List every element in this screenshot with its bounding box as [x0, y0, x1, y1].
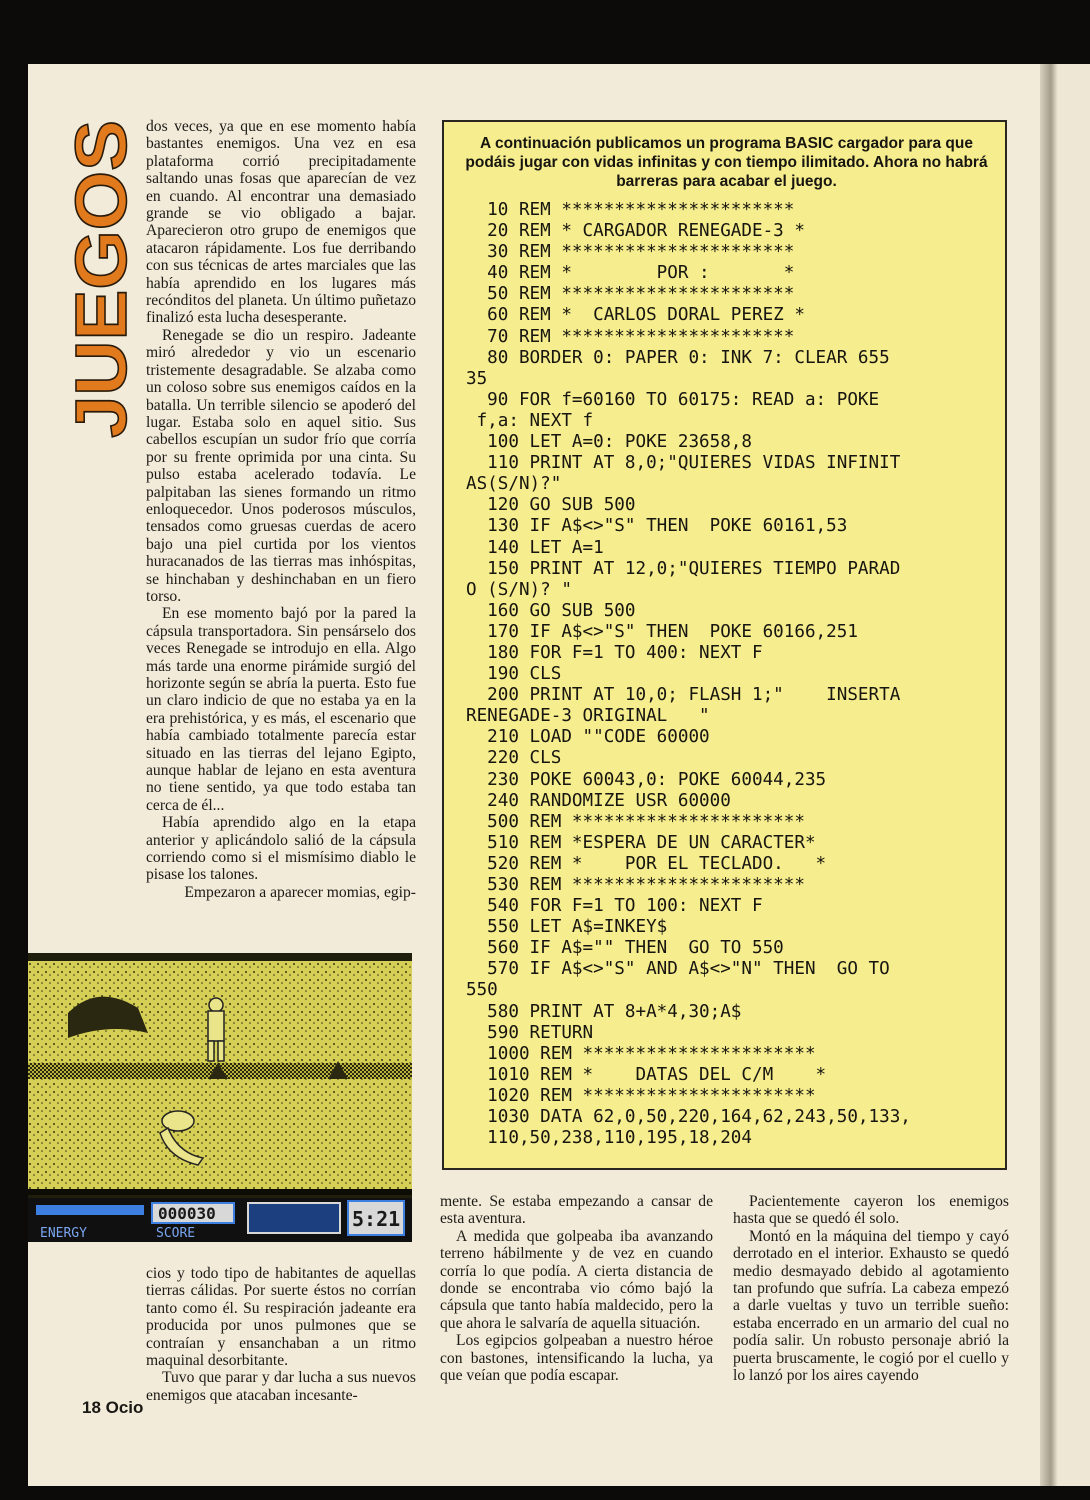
score-label: SCORE [156, 1226, 196, 1241]
energy-label: ENERGY [40, 1226, 87, 1241]
score-value: 000030 [158, 1204, 216, 1223]
paragraph: Había aprendido algo en la etapa anterior y aplicándolo salió de la cápsula corriendo como si el mismísimo diablo le pisase los talones. [146, 814, 416, 884]
basic-listing-box [442, 120, 1007, 1170]
article-column-3 [733, 1193, 1009, 1384]
paragraph: Empezaron a aparecer momias, egip- [184, 883, 416, 901]
article-column-1 [146, 118, 416, 901]
paragraph: cios y todo tipo de habitantes de aquellas tierras cálidas. Por suerte éstos no corrían tanto como él. Su respiración jadeante era producida por unos pulmones que se contraían y ensanchaban a un ritmo maquinal desorbitante. [146, 1265, 416, 1370]
paragraph: Pacientemente cayeron los enemigos hasta que se quedó él solo. [733, 1193, 1009, 1228]
facing-page-edge [1058, 64, 1090, 1486]
lives-panel [248, 1203, 340, 1233]
paragraph: Montó en la máquina del tiempo y cayó derrotado en el interior. Exhausto se quedó medio desmayado debido al agotamiento tan profundo que sufría. La cabeza empezó a darle vueltas y tuvo un terrible sueño: estaba encerrado en un armario del cual no podía salir. Un robusto personaje abrió la puerta bruscamente, le cogió por el cuello y lo lanzó por los aires cayendo [733, 1227, 1009, 1385]
article-column-1-continued [146, 1265, 416, 1404]
paragraph: A medida que golpeaba iba avanzando terreno hábilmente y de vez en cuando corría lo que podía. A cierta distancia de donde se encontraba vio cómo bajó la cápsula que tanto había maldecido, pero la que ahora le salvaría de aquella situación. [440, 1227, 713, 1332]
paragraph: dos veces, ya que en ese momento había bastantes enemigos. Una vez en esa plataforma corrió precipitadamente saltando unas fosas que aparecían de vez en cuando. Al encontrar una demasiado grande se vio obligado a bajar. Aparecieron otro grupo de enemigos que atacaron rápidamente. Los fue derribando con sus técnicas de artes marciales que las había aprendido en los lugares más recónditos del planeta. Un último puñetazo finalizó esta lucha desesperante. [146, 118, 416, 327]
energy-bar [36, 1205, 144, 1215]
timer-value: 5:21 [352, 1207, 401, 1231]
section-title [62, 112, 142, 442]
game-screenshot [28, 953, 412, 1242]
page-gutter [1040, 64, 1058, 1486]
page-footer: 18 Ocio [82, 1398, 144, 1417]
paragraph: Los egipcios golpeaban a nuestro héroe con bastones, intensificando la lucha, ya que veían que podía escapar. [440, 1332, 713, 1385]
article-column-2 [440, 1193, 713, 1384]
cave-floor [28, 1079, 412, 1189]
paragraph: Tuvo que parar y dar lucha a sus nuevos enemigos que atacaban incesante- [146, 1369, 416, 1404]
listing-intro: A continuación publicamos un programa BASIC cargador para que podáis jugar con vidas infinitas y con tiempo ilimitado. Ahora no habrá barreras para acabar el juego. [465, 135, 988, 190]
paragraph: mente. Se estaba empezando a cansar de esta aventura. [440, 1193, 713, 1228]
paragraph: Renegade se dio un respiro. Jadeante miró alrededor y vio un escenario tristemente desagradable. Se alzaba como un coloso sobre sus enemigos caídos en la batalla. Un terrible silencio se apoderó del lugar. Estaba solo en aquel sitio. Sus cabellos escupían un sudor frío que corría por su frente oprimida por una cinta. Su pulso estaba acelerado todavía. Le palpitaban las sienes formando un ritmo enloquecedor. Unos poderosos músculos, tensados como gruesas cuerdas de acero bajo una piel curtida por los vientos huracanados de las tierras mas inhóspitas, se hinchaban y deshinchaban en un fiero torso. [146, 326, 416, 605]
section-title-text: JUEGOS [62, 137, 142, 438]
basic-listing: 10 REM ********************** 20 REM * CARGADOR RENEGADE-3 * 30 REM ********************** 40 REM * POR : * 50 REM ********************** 60 REM * CARLOS DORAL PEREZ * 70 REM ********************** 80 BORDER 0: PAPER 0: INK 7: CLEAR 655 35 90 FOR f=60160 TO 60175: READ a: POKE f,a: NEXT f 100 LET A=0: POKE 23658,8 110 PRINT AT 8,0;"QUIERES VIDAS INFINIT AS(S/N)?" 120 GO SUB 500 130 IF A$<>"S" THEN POKE 60161,53 140 LET A=1 150 PRINT AT 12,0;"QUIERES TIEMPO PARAD O (S/N)? " 160 GO SUB 500 170 IF A$<>"S" THEN POKE 60166,251 180 FOR F=1 TO 400: NEXT F 190 CLS 200 PRINT AT 10,0; FLASH 1;" INSERTA RENEGADE-3 ORIGINAL " 210 LOAD ""CODE 60000 220 CLS 230 POKE 60043,0: POKE 60044,235 240 RANDOMIZE USR 60000 500 REM ********************** 510 REM *ESPERA DE UN CARACTER* 520 REM * POR EL TECLADO. * 530 REM ********************** 540 FOR F=1 TO 100: NEXT F 550 LET A$=INKEY$ 560 IF A$="" THEN GO TO 550 570 IF A$<>"S" AND A$<>"N" THEN GO TO 550 580 PRINT AT 8+A*4,30;A$ 590 RETURN 1000 REM ********************** 1010 REM * DATAS DEL C/M * 1020 REM ********************** 1030 DATA 62,0,50,220,164,62,243,50,133, 110,50,238,110,195,18,204 [466, 200, 911, 1149]
paragraph: En ese momento bajó por la pared la cápsula transportadora. Sin pensárselo dos veces Renegade se introdujo en ella. Algo más tarde una enorme pirámide surgió del horizonte según se abría la puerta. Esto fue un claro indicio de que no estaba ya en la era prehistórica, y es más, el escenario que había cambiado totalmente parecía estar situado en las tierras del lejano Egipto, aunque hablar de lejano en esta aventura no tiene sentido, ya que todo estaba tan cerca de él... [146, 605, 416, 814]
